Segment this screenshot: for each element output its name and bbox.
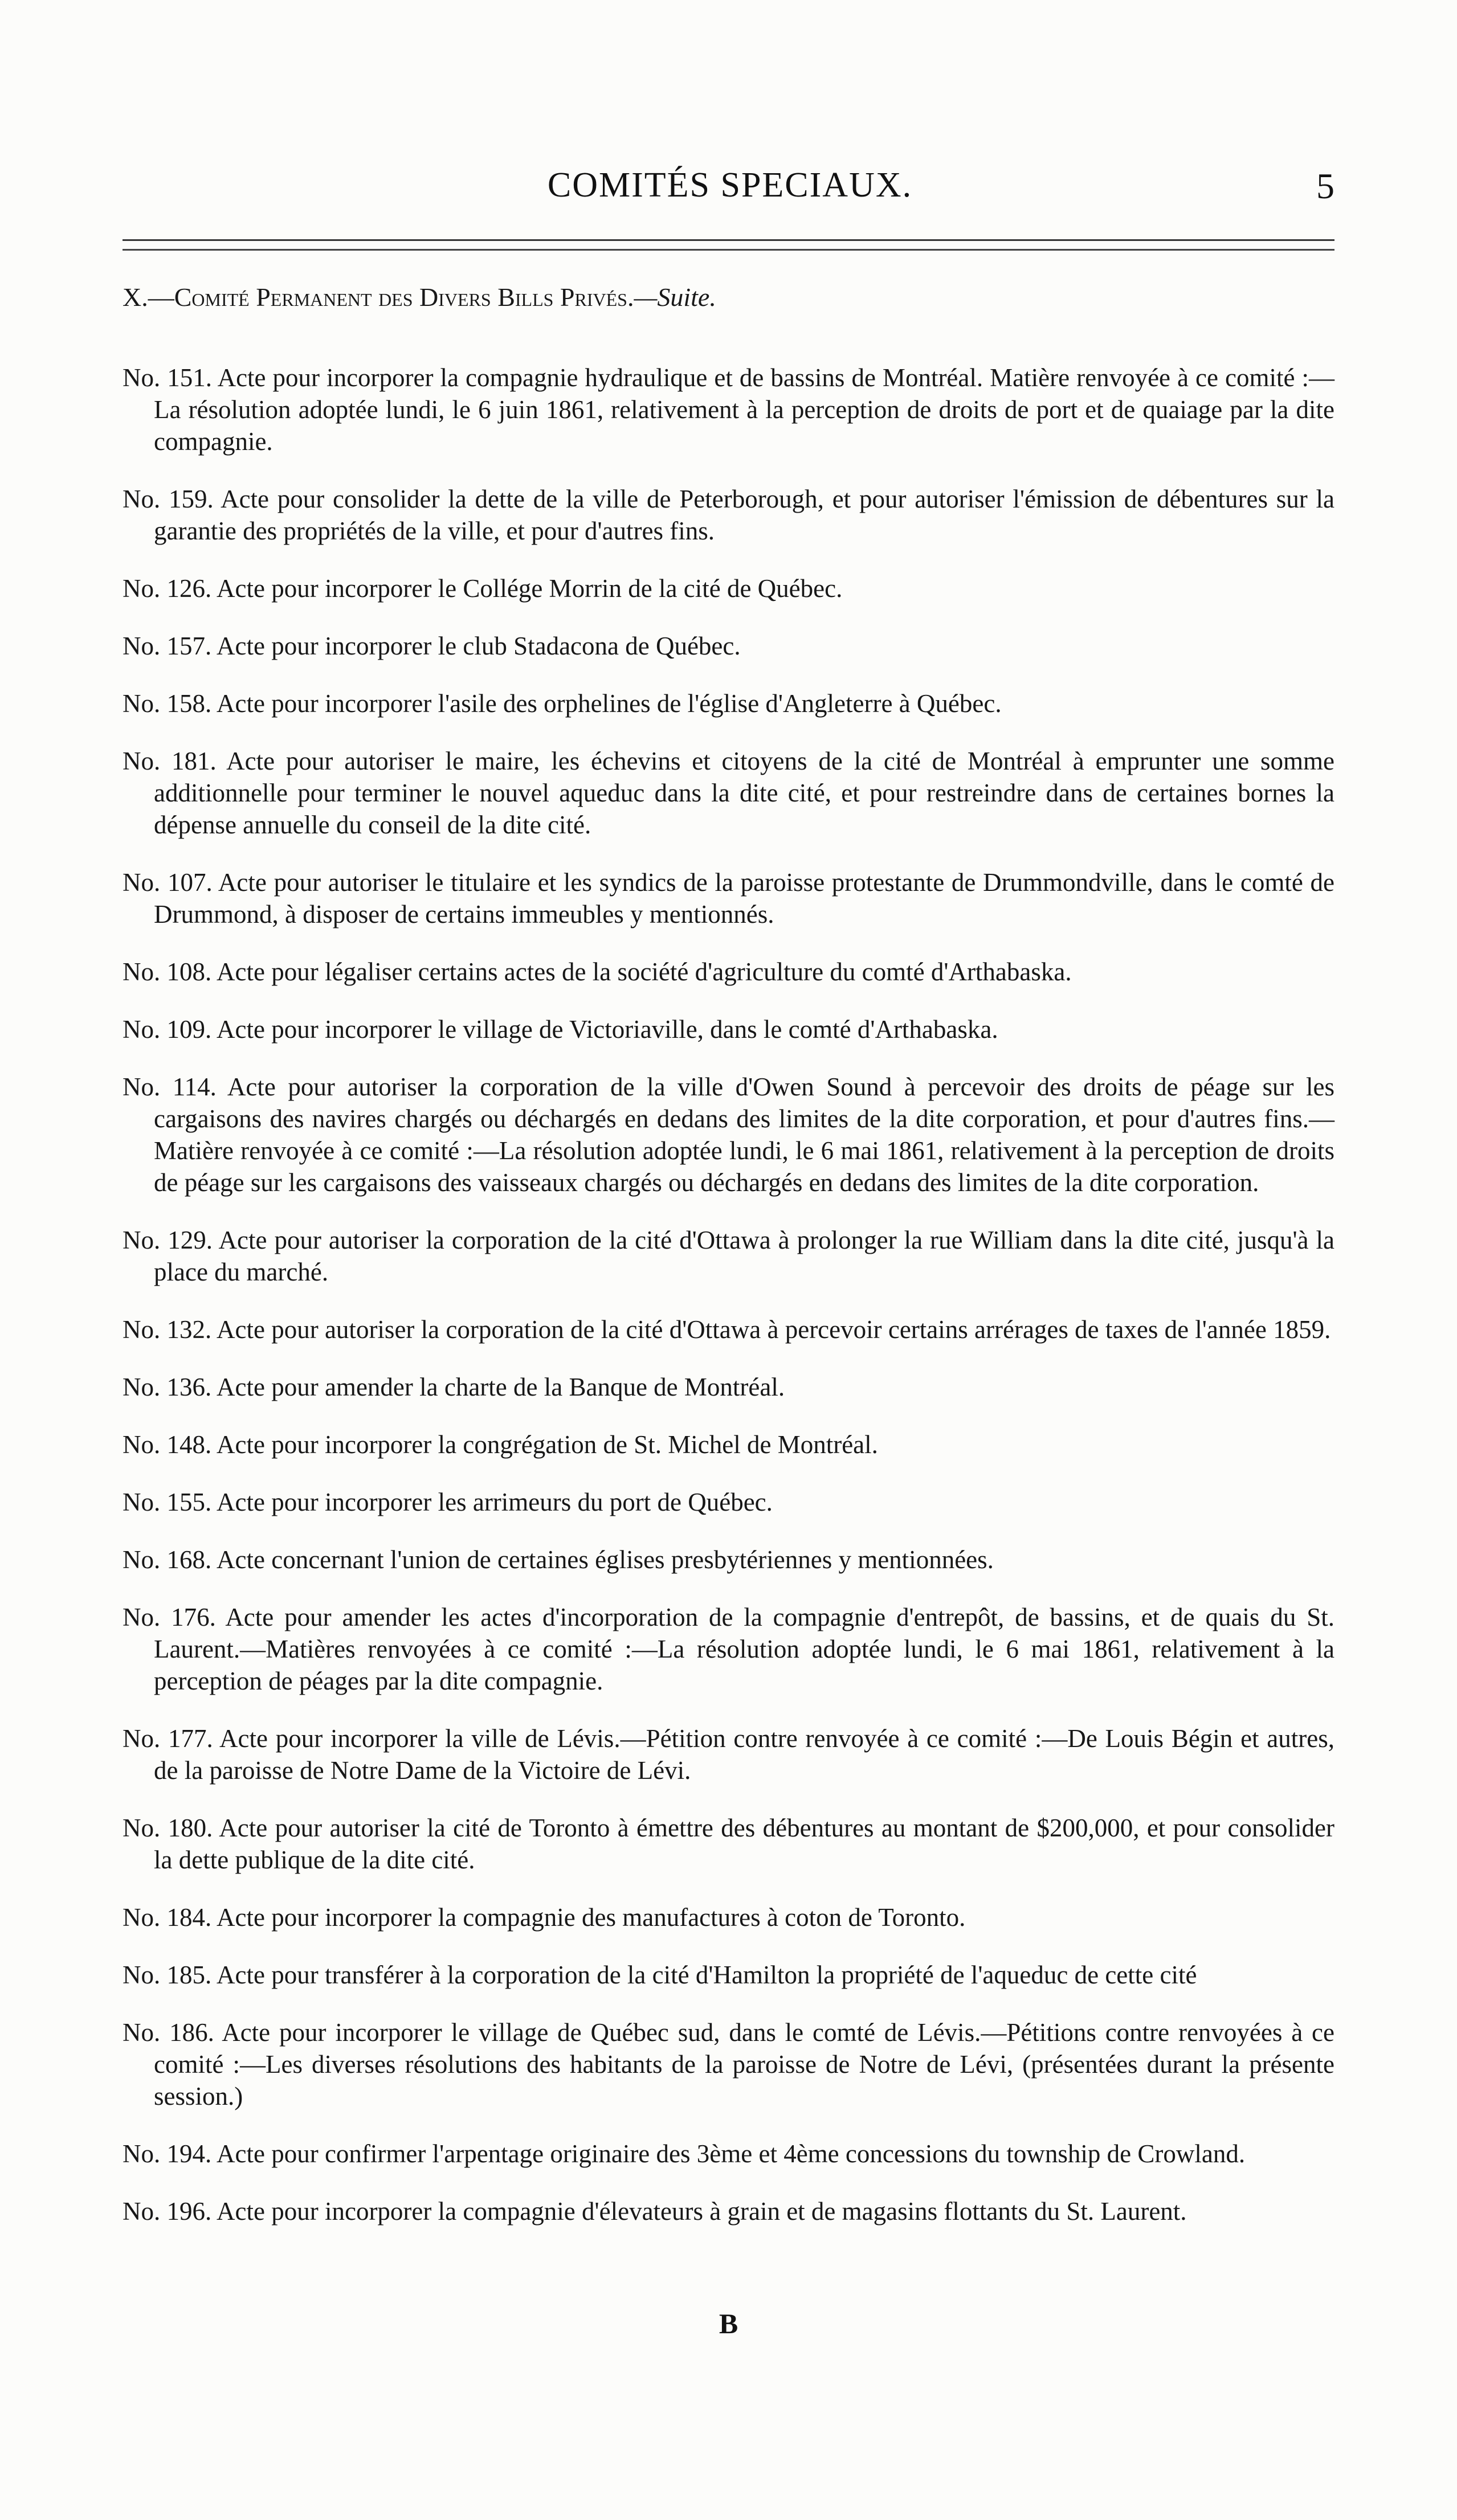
bill-entry [123, 483, 1334, 547]
bill-description: Acte pour légaliser certains actes de la société d'agriculture du comté d'Arthabaska. [217, 958, 1072, 986]
bill-description: Acte pour autoriser la corporation de la ville d'Owen Sound à percevoir des droits de péage sur les cargaisons des navires chargés ou déchargés en dedans des limites de la dite corporation, et pour d'autres fins.—Matière renvoyée à ce comité :—La résolution adoptée lundi, le 6 mai 1861, relativement à la perception de droits de péage sur les cargaisons des vaisseaux chargés ou déchargés en dedans des limites de la dite corporation. [154, 1073, 1334, 1197]
page-header [125, 165, 1334, 211]
bill-entry [123, 1371, 1334, 1403]
bill-description: Acte pour incorporer l'asile des orphelines de l'église d'Angleterre à Québec. [217, 689, 1002, 718]
bill-number: No. 151. [123, 363, 213, 392]
section-numeral: X.— [123, 283, 174, 312]
entry-list [123, 336, 1334, 2251]
bill-number: No. 194. [123, 2139, 212, 2168]
bill-number: No. 159. [123, 485, 214, 513]
bill-entry [123, 1314, 1334, 1345]
bill-number: No. 184. [123, 1903, 212, 1932]
bill-description: Acte pour autoriser la corporation de la cité d'Ottawa à percevoir certains arrérages de taxes de l'année 1859. [217, 1315, 1331, 1344]
bill-number: No. 148. [123, 1430, 212, 1459]
bill-number: No. 186. [123, 2018, 214, 2047]
bill-description: Acte pour incorporer le village de Québec sud, dans le comté de Lévis.—Pétitions contre renvoyées à ce comité :—Les diverses résolutions des habitants de la paroisse de Notre de Lévi, (présentées durant la présente session.) [154, 2018, 1334, 2110]
bill-description: Acte pour incorporer le village de Victoriaville, dans le comté d'Arthabaska. [217, 1015, 998, 1044]
bill-number: No. 126. [123, 574, 212, 603]
bill-description: Acte pour incorporer la congrégation de St. Michel de Montréal. [217, 1430, 878, 1459]
bill-number: No. 136. [123, 1373, 212, 1401]
signature-mark: B [719, 2308, 738, 2339]
bill-description: Acte pour incorporer la compagnie d'élevateurs à grain et de magasins flottants du St. Laurent. [217, 2197, 1187, 2226]
bill-description: Acte pour autoriser la corporation de la cité d'Ottawa à prolonger la rue William dans la dite cité, jusqu'à la place du marché. [154, 1226, 1334, 1286]
page-number: 5 [1316, 166, 1334, 206]
bill-entry [123, 1723, 1334, 1786]
bill-number: No. 158. [123, 689, 212, 718]
bill-entry [123, 1013, 1334, 1045]
bill-description: Acte pour incorporer la compagnie hydraulique et de bassins de Montréal. Matière renvoyée à ce comité :—La résolution adoptée lundi, le 6 juin 1861, relativement à la perception de droits de port et de quaiage par la dite compagnie. [154, 363, 1334, 456]
bill-description: Acte pour consolider la dette de la ville de Peterborough, et pour autoriser l'émission de débentures sur la garantie des propriétés de la ville, et pour d'autres fins. [154, 485, 1334, 545]
bill-number: No. 168. [123, 1545, 212, 1574]
bill-entry [123, 1601, 1334, 1697]
bill-entry [123, 1544, 1334, 1576]
header-rule [123, 239, 1334, 251]
section-heading [123, 282, 1334, 312]
bill-number: No. 132. [123, 1315, 212, 1344]
bill-entry [123, 2138, 1334, 2170]
bill-number: No. 185. [123, 1961, 212, 1989]
bill-entry [123, 362, 1334, 457]
bill-number: No. 157. [123, 632, 212, 660]
bill-entry [123, 572, 1334, 604]
bill-description: Acte pour incorporer le Collége Morrin de la cité de Québec. [217, 574, 843, 603]
bill-entry [123, 1486, 1334, 1518]
bill-description: Acte pour incorporer la compagnie des manufactures à coton de Toronto. [217, 1903, 966, 1932]
bill-entry [123, 1959, 1334, 1991]
bill-entry [123, 2016, 1334, 2112]
bill-entry [123, 1812, 1334, 1876]
bill-number: No. 196. [123, 2197, 212, 2226]
bill-number: No. 107. [123, 868, 213, 897]
bill-number: No. 176. [123, 1603, 216, 1631]
bill-entry [123, 1901, 1334, 1933]
bill-description: Acte pour incorporer la ville de Lévis.—Pétition contre renvoyée à ce comité :—De Louis Bégin et autres, de la paroisse de Notre Dame de la Victoire de Lévi. [154, 1724, 1334, 1785]
bill-description: Acte pour incorporer le club Stadacona de Québec. [217, 632, 741, 660]
bill-description: Acte pour amender les actes d'incorporation de la compagnie d'entrepôt, de bassins, et de quais du St. Laurent.—Matières renvoyées à ce comité :—La résolution adoptée lundi, le 6 mai 1861, relativement à la perception de péages par la dite compagnie. [154, 1603, 1334, 1695]
bill-number: No. 129. [123, 1226, 213, 1254]
bill-number: No. 114. [123, 1073, 217, 1101]
bill-description: Acte pour autoriser le maire, les échevins et citoyens de la cité de Montréal à emprunter une somme additionnelle pour terminer le nouvel aqueduc dans la dite cité, et pour restreindre dans de certaines bornes la dépense annuelle du conseil de la dite cité. [154, 747, 1334, 839]
bill-entry [123, 745, 1334, 841]
bill-entry [123, 688, 1334, 719]
bill-number: No. 109. [123, 1015, 212, 1044]
bill-number: No. 177. [123, 1724, 213, 1753]
running-title: COMITÉS SPECIAUX. [547, 166, 913, 204]
bill-entry [123, 956, 1334, 988]
section-suffix: —Suite. [634, 283, 716, 312]
bill-description: Acte pour autoriser la cité de Toronto à émettre des débentures au montant de $200,000, et pour consolider la dette publique de la dite cité. [154, 1814, 1334, 1874]
bill-number: No. 108. [123, 958, 212, 986]
bill-description: Acte pour incorporer les arrimeurs du port de Québec. [217, 1488, 773, 1516]
bill-description: Acte pour autoriser le titulaire et les syndics de la paroisse protestante de Drummondville, dans le comté de Drummond, à disposer de certains immeubles y mentionnés. [154, 868, 1334, 928]
bill-entry [123, 2195, 1334, 2227]
bill-entry [123, 1071, 1334, 1198]
bill-entry [123, 1224, 1334, 1288]
bill-description: Acte pour transférer à la corporation de la cité d'Hamilton la propriété de l'aqueduc de cette cité [217, 1961, 1197, 1989]
bill-entry [123, 866, 1334, 930]
bill-number: No. 181. [123, 747, 217, 775]
bill-number: No. 155. [123, 1488, 212, 1516]
bill-entry [123, 1429, 1334, 1461]
bill-number: No. 180. [123, 1814, 213, 1842]
section-title: Comité Permanent des Divers Bills Privés. [174, 283, 634, 312]
bill-description: Acte pour amender la charte de la Banque de Montréal. [217, 1373, 785, 1401]
bill-description: Acte pour confirmer l'arpentage originaire des 3ème et 4ème concessions du township de Crowland. [217, 2139, 1246, 2168]
bill-entry [123, 630, 1334, 662]
bill-description: Acte concernant l'union de certaines églises presbytériennes y mentionnées. [217, 1545, 994, 1574]
